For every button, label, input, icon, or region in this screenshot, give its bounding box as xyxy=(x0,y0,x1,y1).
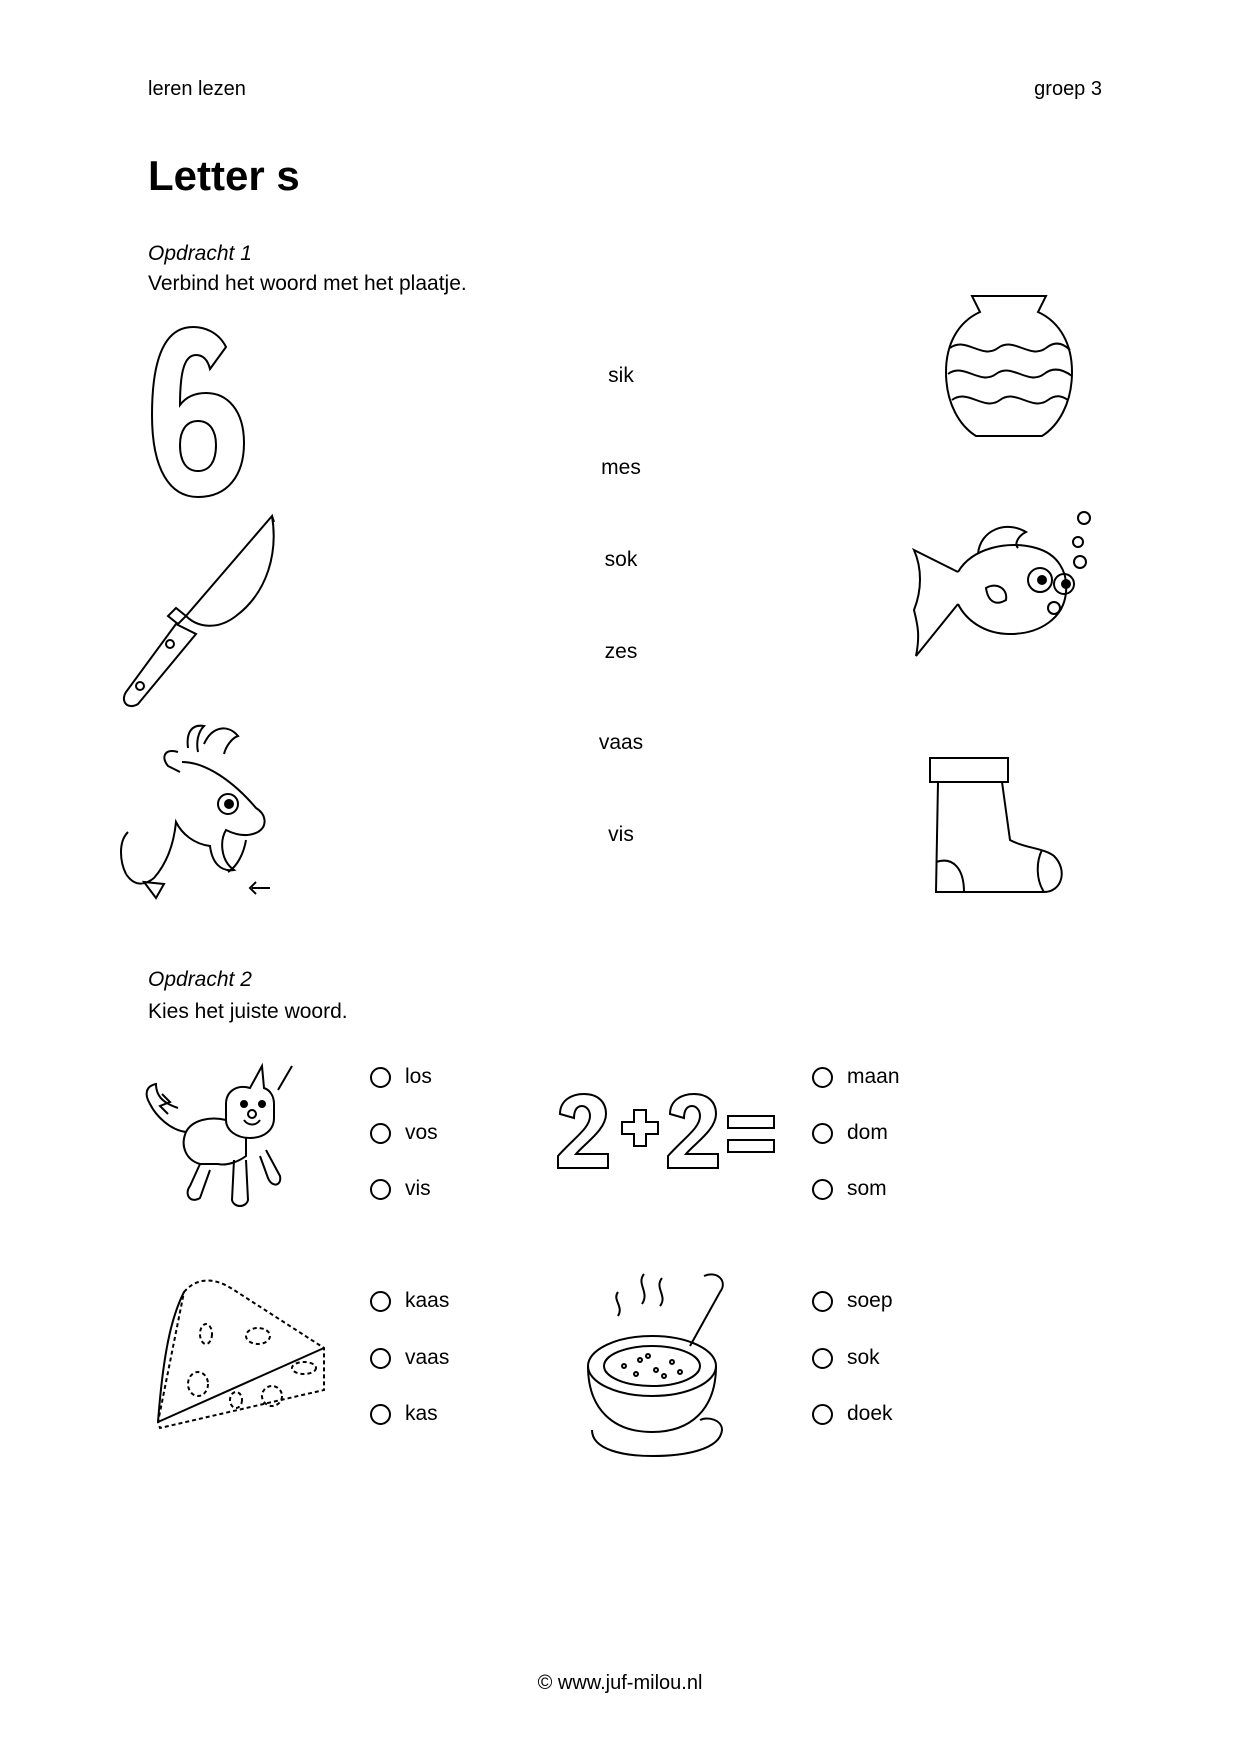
option-label: dom xyxy=(847,1121,888,1144)
radio-circle[interactable] xyxy=(812,1404,833,1425)
option-label: kas xyxy=(405,1402,438,1425)
radio-circle[interactable] xyxy=(370,1348,391,1369)
option-doek[interactable] xyxy=(812,1400,893,1428)
option-label: vaas xyxy=(405,1346,450,1369)
exercise2-instruction: Kies het juiste woord. xyxy=(148,1000,348,1023)
word-vaas: vaas xyxy=(598,731,644,754)
option-dom[interactable] xyxy=(812,1119,888,1147)
option-label: doek xyxy=(847,1402,893,1425)
radio-circle[interactable] xyxy=(370,1179,391,1200)
exercise1-instruction: Verbind het woord met het plaatje. xyxy=(148,272,467,295)
radio-circle[interactable] xyxy=(812,1348,833,1369)
option-soep[interactable] xyxy=(812,1287,893,1315)
soup-picture xyxy=(584,1270,744,1470)
vase-picture xyxy=(942,292,1082,442)
goat-picture xyxy=(116,722,296,912)
sock-picture xyxy=(924,752,1074,902)
radio-circle[interactable] xyxy=(370,1404,391,1425)
radio-circle[interactable] xyxy=(812,1291,833,1312)
radio-circle[interactable] xyxy=(370,1123,391,1144)
option-label: vis xyxy=(405,1177,431,1200)
option-som[interactable] xyxy=(812,1175,887,1203)
option-label: sok xyxy=(847,1346,880,1369)
fish-picture xyxy=(908,508,1098,668)
word-zes: zes xyxy=(604,640,638,663)
header-left: leren lezen xyxy=(148,78,246,100)
option-sok[interactable] xyxy=(812,1344,880,1372)
radio-circle[interactable] xyxy=(812,1067,833,1088)
word-sok: sok xyxy=(604,548,638,571)
cheese-picture xyxy=(154,1272,334,1432)
radio-circle[interactable] xyxy=(370,1067,391,1088)
page-title: Letter s xyxy=(148,152,300,199)
fox-picture xyxy=(130,1060,310,1220)
header-right: groep 3 xyxy=(1034,78,1102,100)
six-picture xyxy=(148,325,248,500)
word-mes: mes xyxy=(601,456,641,479)
option-label: maan xyxy=(847,1065,900,1088)
option-label: soep xyxy=(847,1289,893,1312)
option-kaas[interactable] xyxy=(370,1287,449,1315)
radio-circle[interactable] xyxy=(812,1123,833,1144)
option-maan[interactable] xyxy=(812,1063,900,1091)
option-label: som xyxy=(847,1177,887,1200)
word-sik: sik xyxy=(608,364,634,387)
word-vis: vis xyxy=(608,823,634,846)
exercise1-label: Opdracht 1 xyxy=(148,242,252,265)
option-los[interactable] xyxy=(370,1063,432,1091)
option-label: vos xyxy=(405,1121,438,1144)
knife-picture xyxy=(118,512,288,712)
option-kas[interactable] xyxy=(370,1400,438,1428)
radio-circle[interactable] xyxy=(812,1179,833,1200)
option-vos[interactable] xyxy=(370,1119,438,1147)
footer-copyright: © www.juf-milou.nl xyxy=(537,1672,703,1694)
exercise2-label: Opdracht 2 xyxy=(148,968,252,991)
option-vaas[interactable] xyxy=(370,1344,449,1372)
option-label: kaas xyxy=(405,1289,450,1312)
radio-circle[interactable] xyxy=(370,1291,391,1312)
option-vis[interactable] xyxy=(370,1175,431,1203)
sum-picture xyxy=(556,1092,776,1172)
option-label: los xyxy=(405,1065,432,1088)
